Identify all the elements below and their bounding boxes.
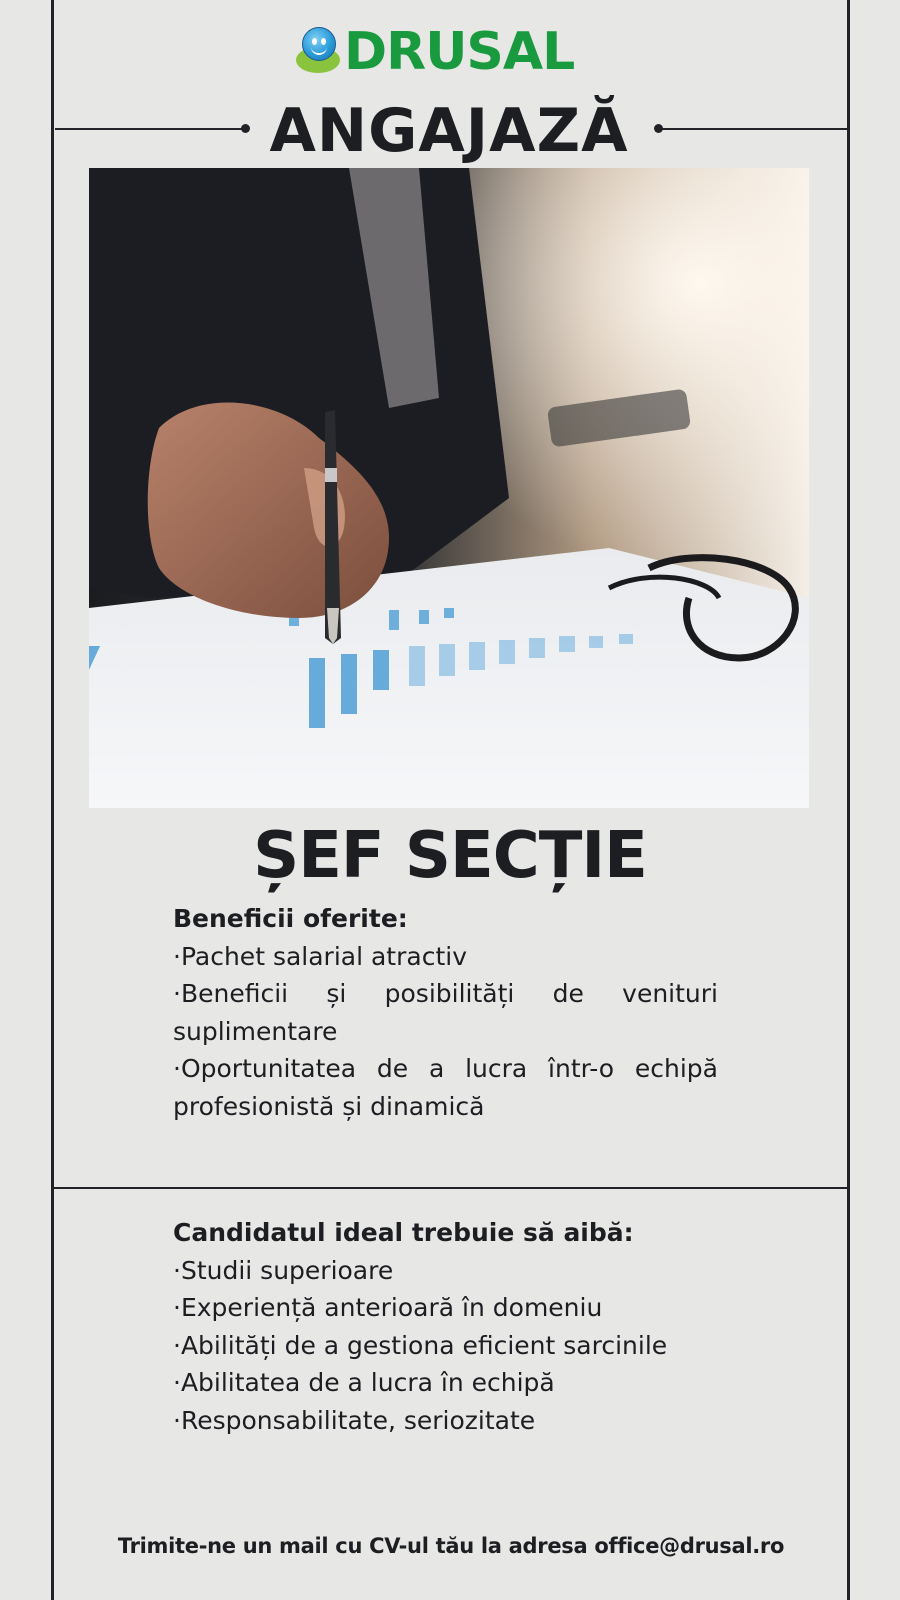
requirements-heading: Candidatul ideal trebuie să aibă:	[173, 1218, 634, 1247]
requirements-section	[173, 1214, 718, 1439]
benefit-item: ·Pachet salarial atractiv	[173, 941, 467, 971]
brand-name: DRUSAL	[344, 22, 575, 82]
benefit-item: ·Oportunitatea de a lucra într-o echipă profesionistă și dinamică	[173, 1054, 718, 1121]
title-rule-right	[660, 128, 848, 130]
benefit-item: ·Beneficii și posibilități de venituri suplimentare	[173, 979, 718, 1046]
section-divider	[51, 1187, 850, 1189]
left-border-line	[51, 0, 54, 1600]
drusal-logo	[296, 22, 574, 82]
requirement-item: ·Abilitatea de a lucra în echipă	[173, 1368, 555, 1397]
requirement-item: ·Responsabilitate, seriozitate	[173, 1405, 536, 1435]
contact-footer: Trimite-ne un mail cu CV-ul tău la adresa office@drusal.ro	[117, 1534, 785, 1558]
drusal-mascot-icon	[296, 25, 340, 79]
benefits-section	[173, 900, 718, 1125]
title-rule-left	[55, 128, 245, 130]
job-title: ȘEF SECȚIE	[253, 819, 647, 893]
requirement-item: ·Experiență anterioară în domeniu	[173, 1293, 603, 1322]
page-title: ANGAJAZĂ	[269, 96, 629, 166]
business-chart-photo	[89, 168, 809, 808]
right-border-line	[847, 0, 850, 1600]
requirement-item: ·Abilități de a gestiona eficient sarcinile	[173, 1330, 668, 1360]
requirement-item: ·Studii superioare	[173, 1255, 394, 1285]
benefits-heading: Beneficii oferite:	[173, 904, 408, 933]
